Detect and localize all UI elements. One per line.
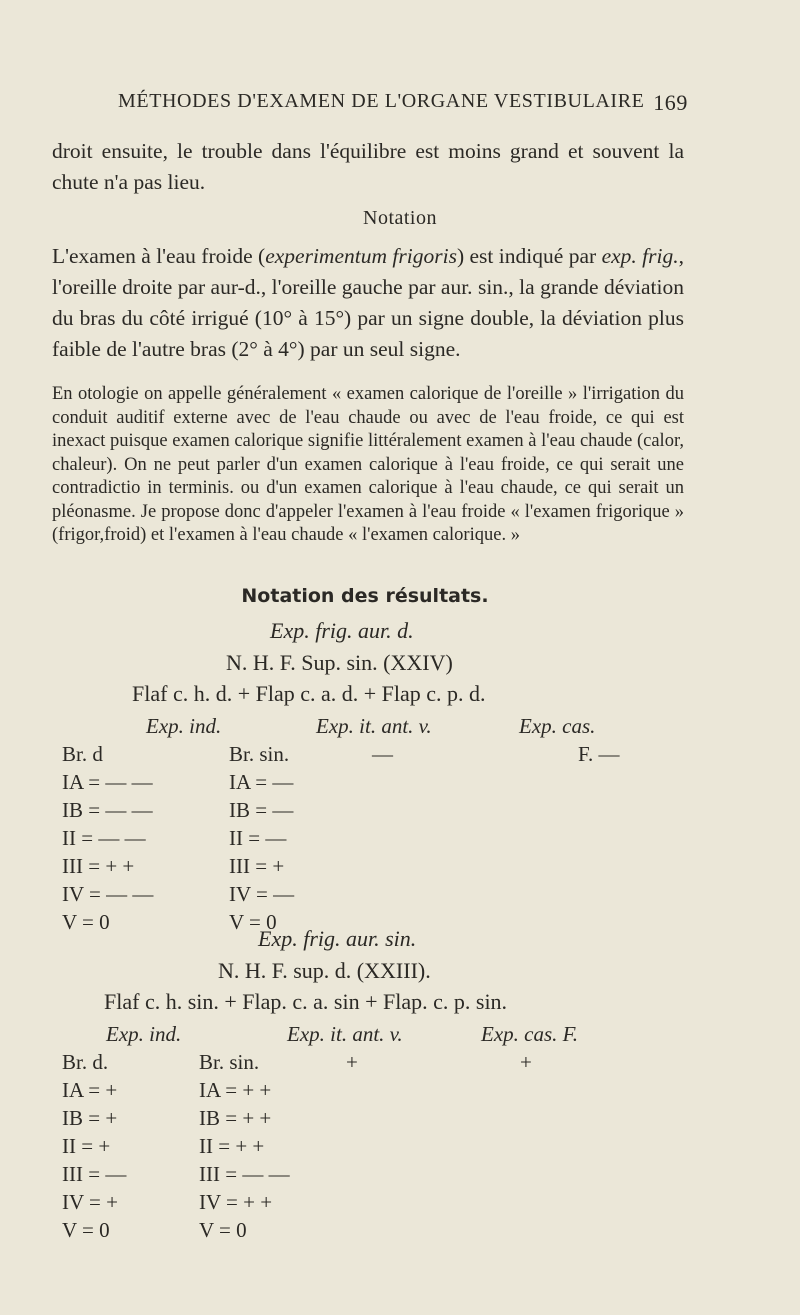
case2-right-row: IA = + +: [199, 1078, 272, 1102]
case2-right-head: Br. sin.: [199, 1050, 260, 1074]
case1-it-value: —: [372, 742, 393, 766]
case1-cas-value: F. —: [578, 742, 620, 766]
case2-title: Exp. frig. aur. sin.: [258, 926, 417, 951]
case1-col-it: Exp. it. ant. v.: [316, 714, 432, 738]
case1-right-row: IV = —: [229, 882, 295, 906]
case2-left-head: Br. d.: [62, 1050, 109, 1074]
case2-cas-value: +: [520, 1050, 532, 1074]
case1-right-row: V = 0: [229, 910, 277, 934]
case1-subtitle: N. H. F. Sup. sin. (XXIV): [226, 650, 453, 675]
case2-left-row: V = 0: [62, 1218, 110, 1242]
case1-left-row: II = — —: [62, 826, 146, 850]
case2-it-value: +: [346, 1050, 358, 1074]
page-number: 169: [653, 90, 688, 115]
footnote-paragraph: En otologie on appelle généralement « examen calorique de l'oreille » l'irrigation du conduit auditif externe avec de l'eau chaude ou avec de l'eau froide, ce qui est inexact puisque examen calorique signifie littéralement examen à l'eau chaude (calor, chaleur). On ne peut parler d'un examen calorique à l'eau froide, ce qui serait une contradictio in terminis. ou d'un examen calorique à l'eau chaude, ce qui serait un pléonasme. Je propose donc d'appeler l'examen à l'eau froide « l'examen frigorique » (frigor,froid) et l'examen à l'eau chaude « l'examen calorique. »: [52, 384, 684, 545]
results-title: Notation des résultats.: [241, 585, 489, 607]
section-title: Notation: [363, 207, 437, 229]
case2-right-row: III = — —: [199, 1162, 290, 1186]
case2-left-row: III = —: [62, 1162, 127, 1186]
case2-right-row: II = + +: [199, 1134, 265, 1158]
case2-right-row: IV = + +: [199, 1190, 273, 1214]
case2-col-cas: Exp. cas. F.: [481, 1022, 579, 1046]
case1-col-ind: Exp. ind.: [146, 714, 222, 738]
case2-left-row: IB = +: [62, 1106, 118, 1130]
case1-left-row: IA = — —: [62, 770, 153, 794]
case1-flaps: Flaf c. h. d. + Flap c. a. d. + Flap c. p. d.: [132, 681, 486, 706]
case1-left-row: III = + +: [62, 854, 135, 878]
case2-left-row: IA = +: [62, 1078, 118, 1102]
case2-flaps: Flaf c. h. sin. + Flap. c. a. sin + Flap. c. p. sin.: [104, 989, 508, 1014]
case2-right-column: [199, 1048, 290, 1244]
case1-title: Exp. frig. aur. d.: [270, 618, 414, 643]
case1-left-row: IV = — —: [62, 882, 154, 906]
case2-col-ind: Exp. ind.: [106, 1022, 182, 1046]
case2-left-row: IV = +: [62, 1190, 118, 1214]
case2-right-row: V = 0: [199, 1218, 247, 1242]
case1-left-column: [62, 740, 153, 936]
case2-left-row: II = +: [62, 1134, 111, 1158]
case2-left-column: [62, 1048, 126, 1244]
case2-col-it: Exp. it. ant. v.: [287, 1022, 403, 1046]
case1-right-row: IB = —: [229, 798, 294, 822]
case1-right-column: [229, 740, 294, 936]
case1-left-row: IB = — —: [62, 798, 153, 822]
case1-right-head: Br. sin.: [229, 742, 290, 766]
case2-right-row: IB = + +: [199, 1106, 272, 1130]
notation-paragraph: L'examen à l'eau froide (experimentum frigoris) est indiqué par exp. frig., l'oreille droite par aur-d., l'oreille gauche par aur. sin., la grande déviation du bras du côté irrigué (10° à 15°) par un signe double, la déviation plus faible de l'autre bras (2° à 4°) par un seul signe.: [52, 244, 684, 361]
header-title: MÉTHODES D'EXAMEN DE L'ORGANE VESTIBULAIRE: [118, 90, 645, 112]
case1-col-cas: Exp. cas.: [519, 714, 596, 738]
case1-right-row: IA = —: [229, 770, 294, 794]
case2-subtitle: N. H. F. sup. d. (XXIII).: [218, 958, 431, 983]
case1-left-row: V = 0: [62, 910, 110, 934]
case1-left-head: Br. d: [62, 742, 103, 766]
case1-right-row: III = +: [229, 854, 285, 878]
intro-paragraph: droit ensuite, le trouble dans l'équilibre est moins grand et souvent la chute n'a pas lieu.: [52, 139, 684, 194]
case1-right-row: II = —: [229, 826, 287, 850]
